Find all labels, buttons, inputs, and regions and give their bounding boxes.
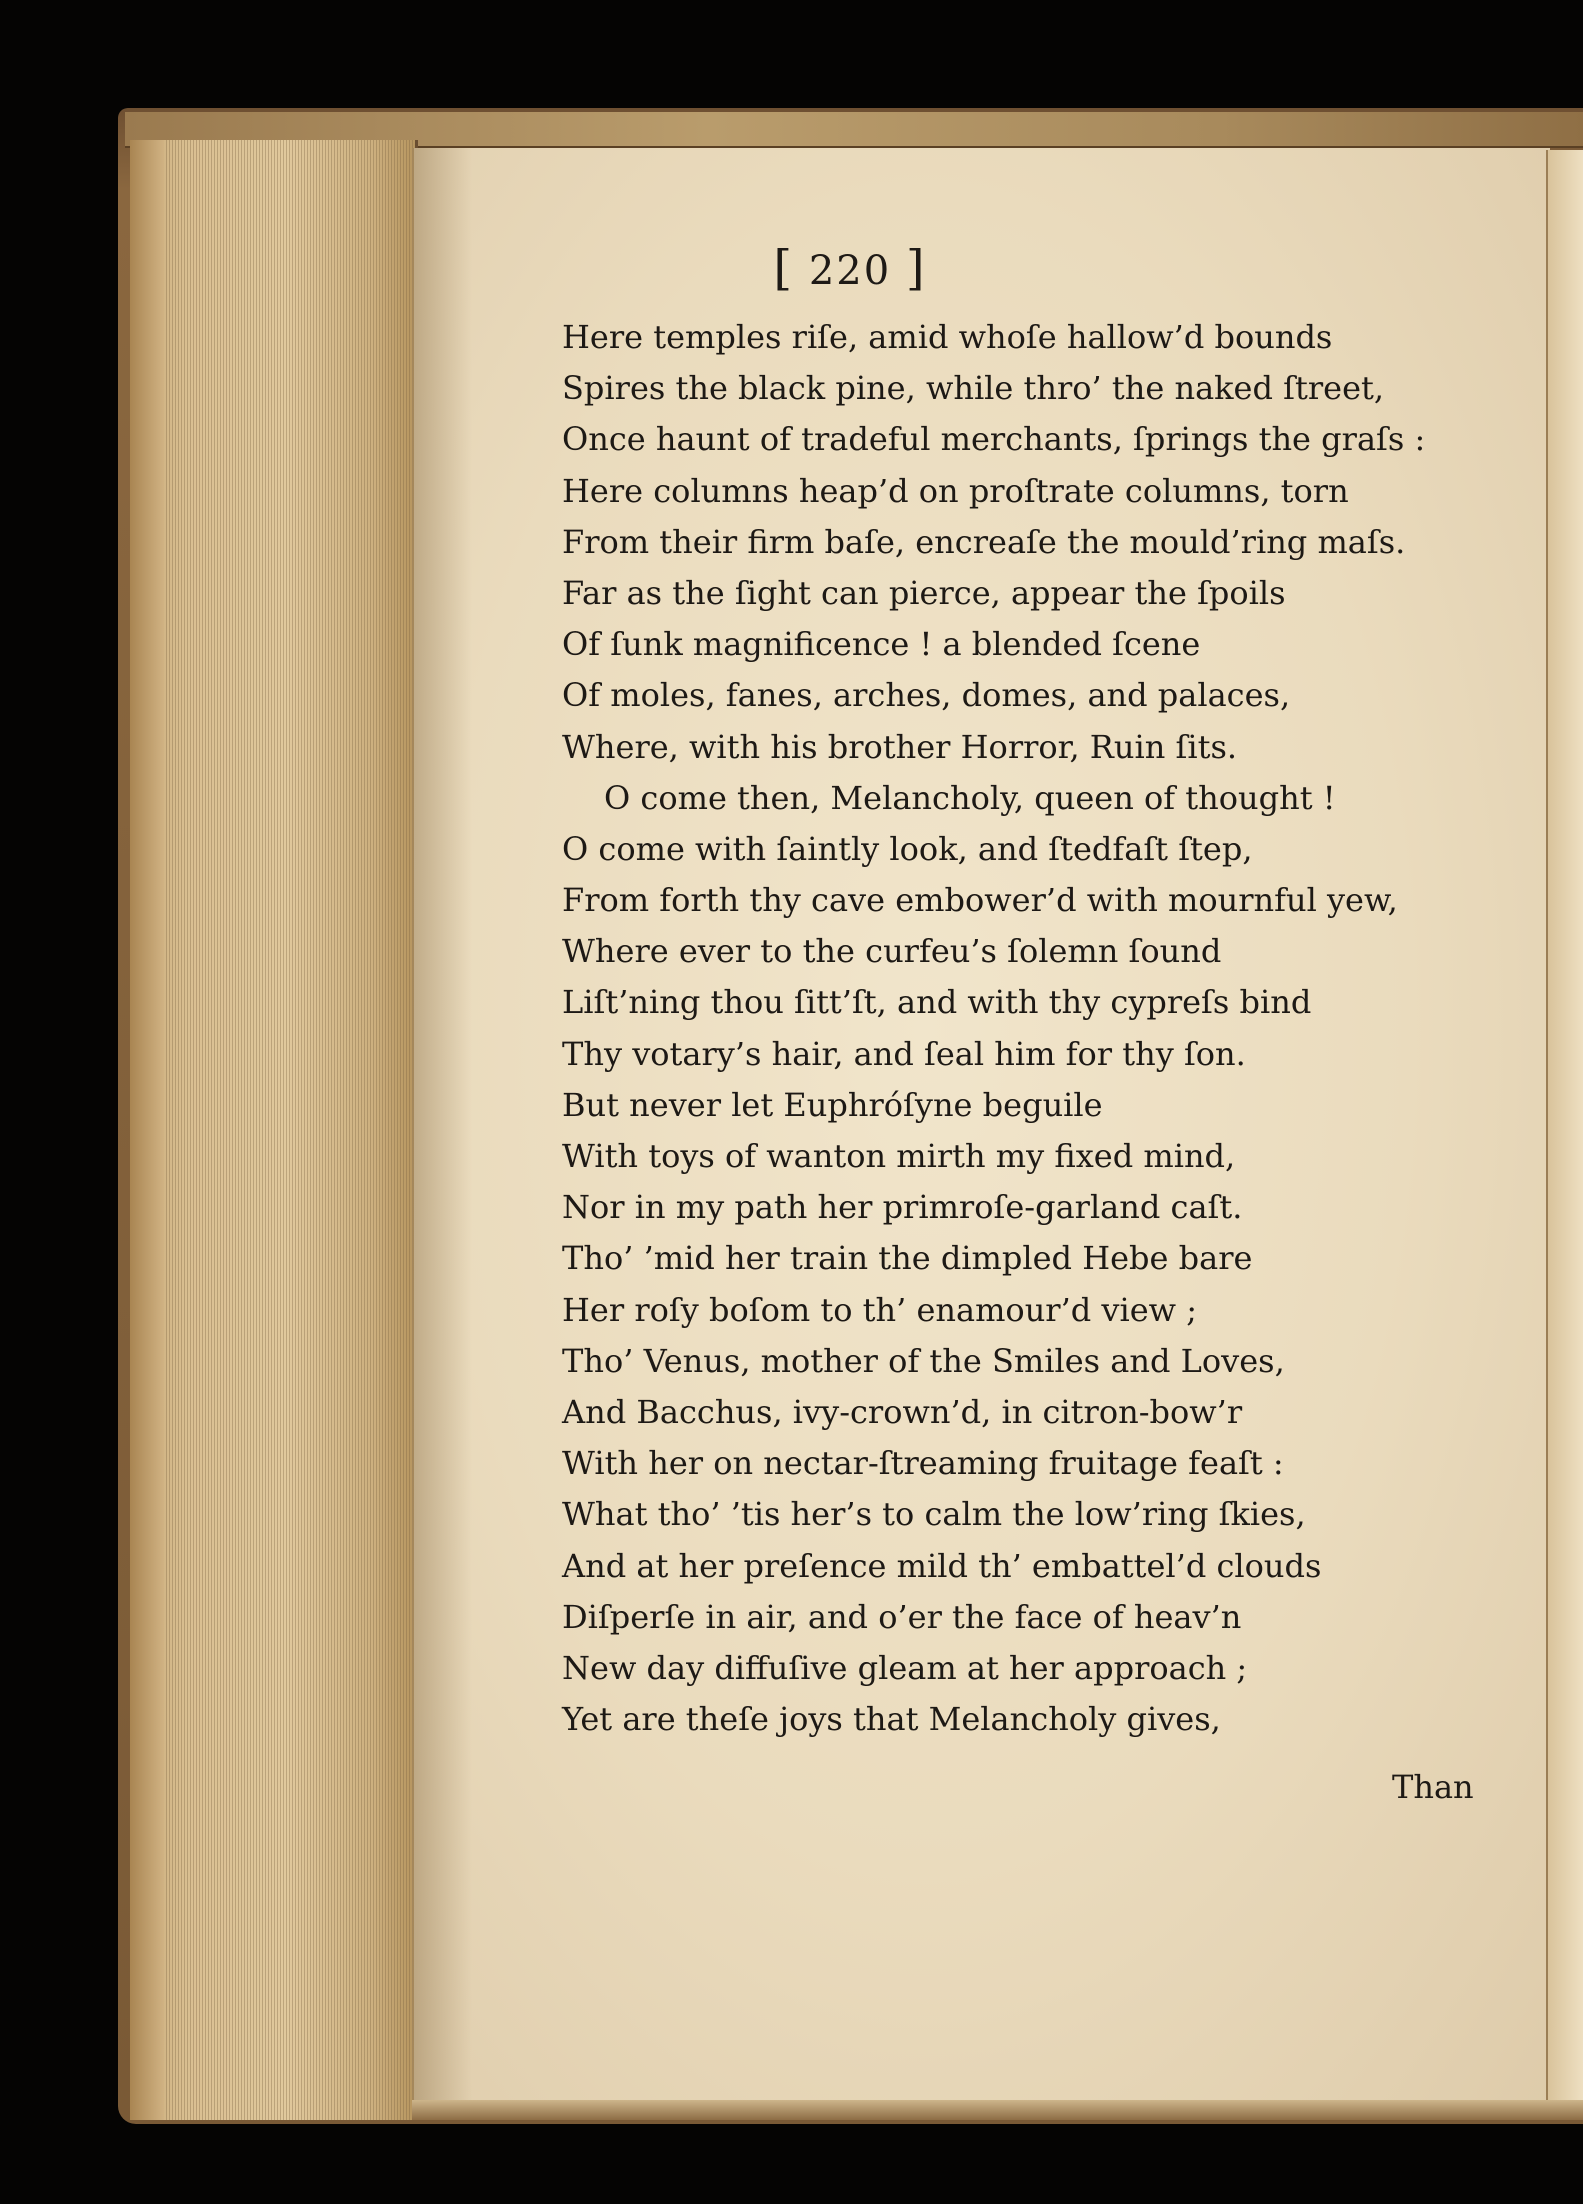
poem-line: Yet are theſe joys that Melancholy gives, xyxy=(562,1700,1221,1739)
poem-line: Far as the ſight can pierce, appear the ſpoils xyxy=(562,573,1286,612)
poem-line: But never let Euphróſyne beguile xyxy=(562,1085,1103,1124)
poem-line: O come with ſaintly look, and ſtedfaſt ſtep, xyxy=(562,829,1253,868)
poem-line: Where ever to the curfeu’s ſolemn ſound xyxy=(562,932,1222,971)
poem-line: And Bacchus, ivy-crown’d, in citron-bow’r xyxy=(562,1392,1243,1431)
poem-line: From their firm baſe, encreaſe the mould’ring maſs. xyxy=(562,522,1406,561)
facing-page-edge xyxy=(1546,150,1583,2105)
catchword: Than xyxy=(1392,1768,1474,1806)
running-head-open-bracket: [ xyxy=(773,240,795,296)
poem-line: Here temples riſe, amid whoſe hallow’d bounds xyxy=(562,318,1333,356)
poem-line: Tho’ ’mid her train the dimpled Hebe bare xyxy=(562,1239,1253,1278)
poem-line: Of moles, fanes, arches, domes, and palaces, xyxy=(562,676,1291,715)
poem-line: Tho’ Venus, mother of the Smiles and Loves, xyxy=(562,1341,1285,1380)
poem-line: Spires the black pine, while thro’ the naked ſtreet, xyxy=(562,369,1385,408)
poem-line: Liſt’ning thou ſitt’ſt, and with thy cypreſs bind xyxy=(562,983,1312,1022)
poem-line: From forth thy cave embower’d with mournful yew, xyxy=(562,881,1398,920)
running-head xyxy=(620,240,1080,296)
running-head-close-bracket: ] xyxy=(905,240,927,296)
gutter-shadow xyxy=(412,148,472,2110)
poem-line: Once haunt of tradeful merchants, ſprings the graſs : xyxy=(562,420,1426,459)
poem-line: Here columns heap’d on proſtrate columns, torn xyxy=(562,471,1349,510)
poem-line: With her on nectar-ſtreaming fruitage feaſt : xyxy=(562,1444,1284,1483)
poem-line: Her roſy boſom to th’ enamour’d view ; xyxy=(562,1290,1198,1329)
poem-line: Thy votary’s hair, and ſeal him for thy ſon. xyxy=(562,1034,1246,1073)
poem-line: Nor in my path her primroſe-garland caſt. xyxy=(562,1188,1243,1227)
poem-line: Where, with his brother Horror, Ruin ſits. xyxy=(562,727,1238,766)
poem-line: And at her preſence mild th’ embattel’d clouds xyxy=(562,1546,1322,1585)
poem-line: Of ſunk magnificence ! a blended ſcene xyxy=(562,625,1201,664)
poem-line: What tho’ ’tis her’s to calm the low’ring ſkies, xyxy=(562,1495,1306,1534)
page-number: 220 xyxy=(808,248,892,294)
poem-line: With toys of wanton mirth my fixed mind, xyxy=(562,1137,1236,1175)
poem-text xyxy=(562,312,1522,1745)
poem-line: Diſperſe in air, and o’er the face of heav’n xyxy=(562,1597,1242,1636)
poem-line-indented: O come then, Melancholy, queen of thought ! xyxy=(604,778,1336,817)
book-bottom-edge xyxy=(412,2100,1583,2120)
page-block-edges xyxy=(130,140,418,2120)
poem-line: New day diffuſive gleam at her approach ; xyxy=(562,1648,1248,1687)
